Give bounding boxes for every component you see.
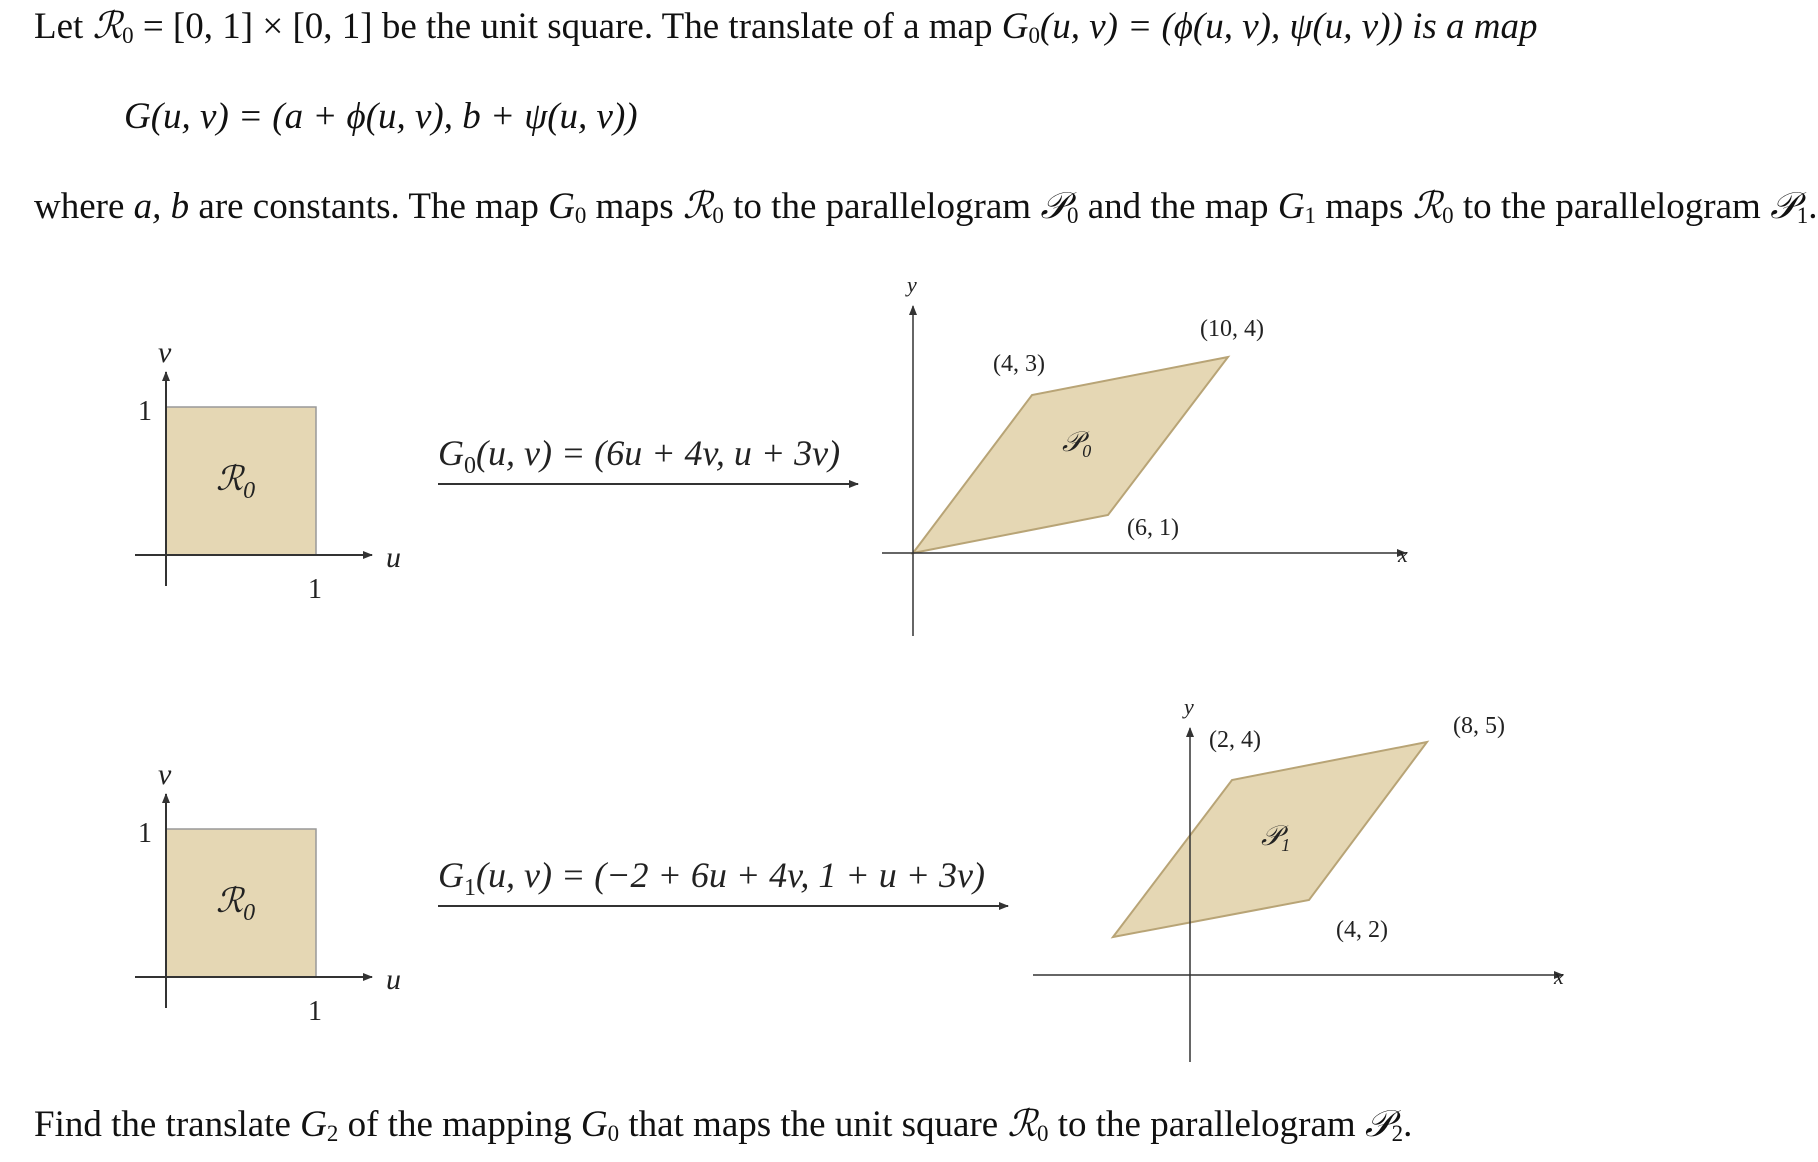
unit-square-diagram-top: [135, 336, 401, 605]
subscript: 0: [122, 23, 134, 49]
v-tick-label: 1: [138, 818, 152, 849]
map-label: $G_0(u$, v) = (6u + 4v, u + 3v): [438, 433, 841, 479]
point-label: (10, 4): [1200, 316, 1264, 342]
subscript: 0: [1442, 203, 1454, 229]
question-part: that maps the unit square: [619, 1104, 1008, 1145]
subscript: 0: [712, 203, 724, 229]
region-label: 𝒫$_1$: [1261, 821, 1291, 855]
v-axis-label: v: [158, 758, 172, 791]
v-axis-label: v: [158, 336, 172, 369]
point-label: (4, 2): [1336, 917, 1388, 943]
v-tick-label: 1: [138, 396, 152, 427]
desc-part: maps: [1316, 186, 1413, 227]
region-label: ℛ$_0$: [216, 461, 256, 504]
region-symbol: ℛ: [682, 186, 713, 227]
point-label: (6, 1): [1127, 515, 1179, 541]
constants: a, b: [133, 186, 190, 227]
u-axis-label: u: [386, 963, 401, 996]
xy-plane-diagram-bottom: [1033, 694, 1564, 1062]
point-label: (2, 4): [1209, 727, 1261, 753]
subscript: 1: [1796, 203, 1809, 229]
subscript: 0: [1028, 23, 1040, 49]
subscript: 0: [1037, 1121, 1049, 1147]
subscript: 2: [326, 1121, 339, 1147]
x-axis-label: x: [1554, 964, 1564, 989]
u-tick-label: 1: [308, 574, 322, 605]
unit-square-diagram-bottom: [135, 758, 401, 1027]
subscript: 0: [607, 1121, 620, 1147]
u-axis-label: u: [386, 541, 401, 574]
desc-part: and the map: [1078, 186, 1278, 227]
parallelogram-symbol: 𝒫: [1040, 186, 1068, 227]
desc-part: are constants. The map: [189, 186, 549, 227]
point-label: (8, 5): [1453, 713, 1505, 739]
y-axis-label: y: [1184, 694, 1194, 719]
translate-equation: G(u, v) = (a + ϕ(u, v), b + ψ(u, v)): [124, 96, 638, 137]
desc-part: to the parallelogram: [723, 186, 1041, 227]
subscript: 2: [1391, 1121, 1404, 1147]
map-symbol: G: [1277, 186, 1305, 227]
parallelogram-symbol: 𝒫: [1770, 186, 1797, 227]
mapping-arrow-bottom: [438, 855, 1008, 906]
subscript: 0: [1067, 203, 1079, 229]
question-part: Find the translate: [34, 1104, 301, 1145]
u-tick-label: 1: [308, 996, 322, 1027]
subscript: 0: [574, 203, 587, 229]
region-symbol: ℛ: [92, 6, 123, 47]
mapping-arrow-top: [438, 433, 858, 484]
question-part: of the mapping: [338, 1104, 581, 1145]
region-symbol: ℛ: [1007, 1104, 1038, 1145]
point-label: (4, 3): [993, 351, 1045, 377]
parallelogram-symbol: 𝒫: [1364, 1104, 1392, 1145]
map-symbol: G: [580, 1104, 608, 1145]
region-label: 𝒫$_0$: [1062, 427, 1092, 461]
desc-part: to the parallelogram: [1453, 186, 1771, 227]
region-symbol: ℛ: [1412, 186, 1443, 227]
question-part: to the parallelogram: [1048, 1104, 1365, 1145]
desc-part: where: [34, 186, 134, 227]
map-symbol: G: [1001, 6, 1029, 47]
question-text: [34, 1104, 1412, 1147]
region-label: ℛ$_0$: [216, 883, 256, 926]
y-axis-label: y: [907, 272, 917, 297]
intro-part: = [0, 1] × [0, 1] be the unit square. The translate of a map: [133, 6, 1002, 47]
map-symbol: G: [300, 1104, 327, 1145]
intro-part: Let: [34, 6, 93, 47]
subscript: 1: [1304, 203, 1317, 229]
desc-part: maps: [586, 186, 683, 227]
xy-plane-diagram-top: [882, 272, 1408, 636]
x-axis-label: x: [1398, 542, 1408, 567]
intro-part: (u, v) = (ϕ(u, v), ψ(u, v)) is a map: [1039, 6, 1538, 47]
question-part: .: [1403, 1104, 1413, 1145]
map-label: $G_1(u$, v) = (−2 + 6u + 4v, 1 + u + 3v): [438, 855, 985, 901]
desc-part: .: [1808, 186, 1818, 227]
map-symbol: G: [548, 186, 575, 227]
